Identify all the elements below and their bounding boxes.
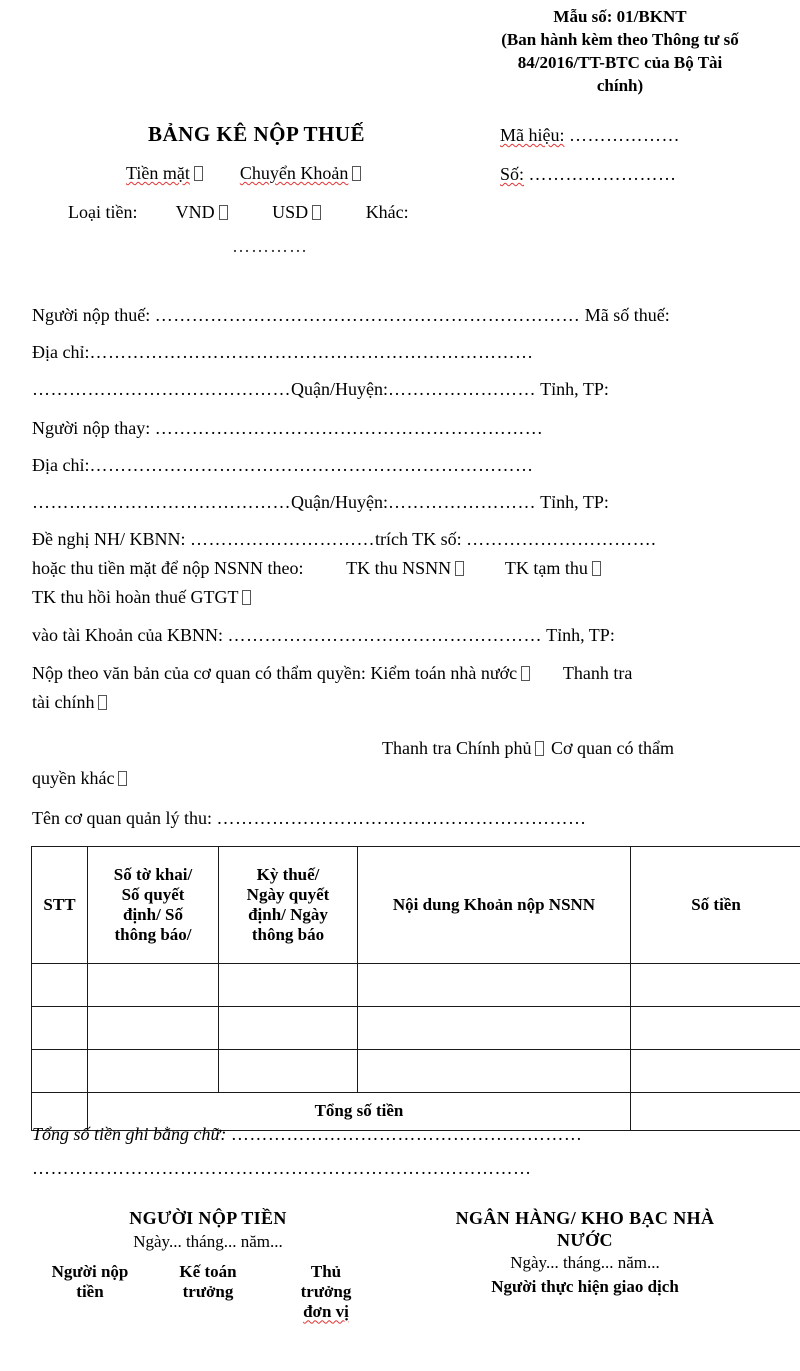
payer-signature-date[interactable]: Ngày... tháng... năm... [133, 1231, 283, 1251]
taxpayer-input[interactable]: …………………………………………………………… [154, 305, 581, 325]
model-issue-line-2: 84/2016/TT-BTC của Bộ Tài [517, 52, 723, 72]
kbnn-account-line [32, 625, 615, 647]
column-header-content-line-1: Nội dung Khoản nộp NSNN [392, 894, 596, 914]
account-vat-refund-label: TK thu hồi hoàn thuế GTGT [32, 587, 239, 607]
column-header-period-line-4: thông báo [251, 925, 325, 945]
signature-column-unit-head-line-2: trưởng [300, 1281, 352, 1301]
authority-gov-inspect-checkbox[interactable] [535, 741, 544, 756]
debit-account-input[interactable]: …………………………. [466, 529, 657, 549]
so-value[interactable]: …………………… [528, 164, 677, 184]
cell-declaration-no[interactable] [88, 964, 219, 1007]
cell-tax-period[interactable] [219, 964, 358, 1007]
currency-other-input[interactable]: ………… [232, 236, 308, 256]
debit-account-label: trích TK số: [375, 529, 462, 549]
authority-other-checkbox[interactable] [118, 771, 127, 786]
authority-gov-line [382, 738, 674, 760]
address-continuation-input[interactable]: …………………………………… [32, 379, 291, 399]
bank-signature-block [390, 1208, 780, 1297]
bank-signature-title-line-1: NGÂN HÀNG/ KHO BẠC NHÀ [455, 1208, 715, 1228]
column-header-declaration-no [88, 847, 219, 964]
signature-column-payer[interactable] [34, 1262, 146, 1323]
cash-option-label: Tiền mặt [126, 163, 190, 183]
cell-tax-period[interactable] [219, 1050, 358, 1093]
cell-amount[interactable] [631, 964, 800, 1007]
authority-other-part1: Cơ quan có thẩm [550, 738, 674, 758]
signature-column-payer-line-2: tiền [76, 1281, 104, 1301]
amount-in-words-label: Tổng số tiền ghi bằng chữ: [32, 1124, 227, 1144]
authority-option-audit [370, 663, 532, 683]
authority-label: Nộp theo văn bản của cơ quan có thẩm quyền: [32, 663, 366, 683]
address-line [32, 342, 533, 364]
column-header-content [358, 847, 631, 964]
authority-line [32, 663, 632, 685]
payer-on-behalf-line [32, 418, 543, 440]
kbnn-province-label: Tỉnh, TP: [546, 625, 615, 645]
amount-in-words-line [32, 1124, 582, 1145]
column-header-period-line-3: định/ Ngày [248, 905, 328, 924]
payment-items-table-wrapper [31, 846, 776, 1131]
cell-amount[interactable] [631, 1050, 800, 1093]
authority-audit-checkbox[interactable] [521, 666, 530, 681]
column-header-stt-line-1: STT [43, 894, 76, 914]
authority-finance-checkbox[interactable] [98, 695, 107, 710]
account-nsnn-checkbox[interactable] [455, 561, 464, 576]
amount-in-words-input[interactable]: ………………………………………………… [230, 1124, 583, 1144]
bank-request-input[interactable]: ………………………… [190, 529, 375, 549]
district2-line [32, 492, 609, 514]
transfer-checkbox[interactable] [352, 166, 361, 181]
table-row [32, 964, 800, 1007]
tax-code-label: Mã số thuế: [584, 305, 670, 325]
cell-content[interactable] [358, 1007, 631, 1050]
currency-other-label: Khác: [365, 202, 409, 222]
signature-column-unit-head[interactable] [270, 1262, 382, 1323]
authority-finance-label: tài chính [32, 692, 95, 712]
account-option-nsnn [346, 558, 466, 578]
address2-label: Địa chỉ: [32, 455, 90, 475]
authority-other-line [32, 768, 129, 790]
column-header-declaration-line-2: Số quyết [121, 884, 185, 904]
payment-method-row [126, 163, 363, 184]
bank-transaction-officer-label: Người thực hiện giao dịch [491, 1277, 679, 1297]
vat-refund-recovery-line [32, 587, 253, 609]
bank-signature-date[interactable]: Ngày... tháng... năm... [510, 1253, 660, 1273]
cash-collect-label: hoặc thu tiền mặt để nộp NSNN theo: [32, 558, 304, 578]
form-model-reference [455, 6, 785, 98]
payer-signature-columns [28, 1262, 388, 1323]
district2-input[interactable]: …………………… [387, 492, 536, 512]
so-field [500, 164, 677, 185]
district-line [32, 379, 609, 401]
province2-label: Tỉnh, TP: [540, 492, 609, 512]
bank-signature-title-line-2: NƯỚC [557, 1229, 613, 1250]
cell-stt[interactable] [32, 964, 88, 1007]
currency-option-usd [272, 202, 323, 222]
managing-agency-label: Tên cơ quan quản lý thu: [32, 808, 212, 828]
model-code: Mẫu số: 01/BKNT [553, 7, 687, 26]
payment-items-table [31, 846, 800, 1131]
account-nsnn-label: TK thu NSNN [346, 558, 452, 578]
authority-other-label: quyền khác [32, 768, 115, 788]
payer-on-behalf-label: Người nộp thay: [32, 418, 151, 438]
signature-column-accountant-line-1: Kế toán [179, 1261, 237, 1281]
cell-stt[interactable] [32, 1050, 88, 1093]
kbnn-account-label: vào tài Khoản của KBNN: [32, 625, 223, 645]
kbnn-account-input[interactable]: …………………………………………… [227, 625, 542, 645]
cash-checkbox[interactable] [194, 166, 203, 181]
cell-amount[interactable] [631, 1007, 800, 1050]
transfer-option-label: Chuyển Khoản [239, 163, 349, 183]
payer-signature-title: NGƯỜI NỘP TIỀN [129, 1208, 287, 1228]
cell-content[interactable] [358, 964, 631, 1007]
bank-request-line [32, 529, 656, 551]
column-header-tax-period [219, 847, 358, 964]
model-issue-line-1: (Ban hành kèm theo Thông tư số [501, 29, 739, 49]
total-amount-cell[interactable] [631, 1093, 800, 1131]
column-header-stt [32, 847, 88, 964]
bank-request-label: Đề nghị NH/ KBNN: [32, 529, 186, 549]
payer-signature-block [28, 1208, 388, 1323]
authority-finance-inspect-part1: Thanh tra [562, 663, 633, 683]
address2-input[interactable]: ……………………………………………………………… [89, 455, 534, 475]
table-header-row [32, 847, 800, 964]
cell-stt[interactable] [32, 1007, 88, 1050]
district-input[interactable]: …………………… [387, 379, 536, 399]
authority-audit-label: Kiểm toán nhà nước [370, 663, 518, 683]
column-header-declaration-line-1: Số tờ khai/ [113, 864, 193, 884]
province-label: Tỉnh, TP: [540, 379, 609, 399]
cell-declaration-no[interactable] [88, 1007, 219, 1050]
column-header-period-line-1: Kỳ thuế/ [256, 864, 320, 884]
authority-gov-inspect-label: Thanh tra Chính phủ [382, 738, 532, 758]
district-label: Quận/Huyện: [291, 379, 388, 399]
column-header-amount [631, 847, 800, 964]
total-label-cell: Tổng số tiền [88, 1093, 631, 1131]
cell-declaration-no[interactable] [88, 1050, 219, 1093]
cell-tax-period[interactable] [219, 1007, 358, 1050]
ma-hieu-label: Mã hiệu: [500, 125, 565, 145]
taxpayer-line [32, 305, 670, 327]
taxpayer-label: Người nộp thuế: [32, 305, 151, 325]
managing-agency-line [32, 808, 586, 830]
so-label: Số: [500, 164, 525, 184]
address-label: Địa chỉ: [32, 342, 90, 362]
currency-usd-label: USD [272, 202, 309, 222]
currency-vnd-checkbox[interactable] [219, 205, 228, 220]
model-issue-line-3: chính) [596, 75, 644, 95]
currency-label: Loại tiền: [68, 202, 138, 222]
cell-content[interactable] [358, 1050, 631, 1093]
account-temporary-checkbox[interactable] [592, 561, 601, 576]
currency-vnd-label: VND [175, 202, 215, 222]
account-option-temporary [505, 558, 603, 578]
signature-column-payer-line-1: Người nộp [51, 1261, 129, 1281]
address-input[interactable]: ……………………………………………………………… [89, 342, 534, 362]
payer-on-behalf-input[interactable]: ……………………………………………………… [154, 418, 544, 438]
address2-line [32, 455, 533, 477]
managing-agency-input[interactable]: …………………………………………………… [216, 808, 587, 828]
signature-column-unit-head-line-3: đơn vị [303, 1302, 349, 1322]
column-header-period-line-2: Ngày quyết [246, 884, 330, 904]
address2-continuation-input[interactable]: …………………………………… [32, 492, 291, 512]
account-vat-refund-checkbox[interactable] [242, 590, 251, 605]
amount-in-words-input-line2[interactable]: ……………………………………………………………………… [32, 1158, 532, 1178]
table-row [32, 1050, 800, 1093]
currency-usd-checkbox[interactable] [312, 205, 321, 220]
table-row [32, 1007, 800, 1050]
authority-finance-line [32, 692, 109, 714]
ma-hieu-value[interactable]: ……………… [569, 125, 680, 145]
district2-label: Quận/Huyện: [291, 492, 388, 512]
signature-column-accountant-line-2: trưởng [182, 1281, 234, 1301]
account-temporary-label: TK tạm thu [504, 558, 588, 578]
signature-column-chief-accountant[interactable] [152, 1262, 264, 1323]
column-header-amount-line-1: Số tiền [691, 894, 741, 914]
column-header-declaration-line-4: thông báo/ [114, 925, 192, 945]
signature-column-unit-head-line-1: Thủ [310, 1261, 342, 1281]
column-header-declaration-line-3: định/ Số [122, 905, 183, 924]
ma-hieu-field [500, 125, 680, 146]
cash-collect-line [32, 558, 603, 580]
currency-row [68, 202, 409, 223]
page-title: BẢNG KÊ NỘP THUẾ [148, 122, 366, 146]
currency-option-vnd [176, 202, 230, 222]
